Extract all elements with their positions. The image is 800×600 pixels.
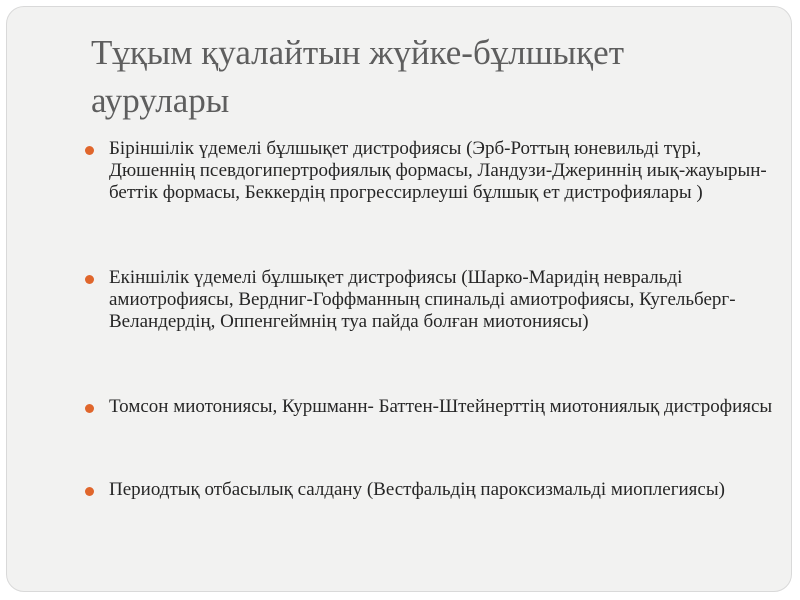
slide-title: Тұқым қуалайтын жүйке-бұлшықет аурулары <box>91 33 625 120</box>
list-item <box>85 396 775 418</box>
list-item-text: Екіншілік үдемелі бұлшықет дистрофиясы (Шарко-Маридің невральді амиотрофиясы, Вердниг-Гоффманның спинальді амиотрофиясы, Кугельберг-Веландердің, Оппенгеймнің туа пайда болған миотониясы) <box>109 267 736 332</box>
list-item-text: Томсон миотониясы, Куршманн- Баттен-Штейнерттің миотониялық дистрофиясы <box>109 396 773 417</box>
list-item <box>85 138 775 204</box>
list-item <box>85 479 775 501</box>
bullet-dot-icon <box>85 487 94 496</box>
bullet-dot-icon <box>85 404 94 413</box>
list-item <box>85 267 775 333</box>
list-item-text: Біріншілік үдемелі бұлшықет дистрофиясы (Эрб-Роттың юневильді түрі, Дюшеннің псевдогипертрофиялық формасы, Ландузи-Джериннің иық-жауырын-беттік формасы, Беккердің прогрессирлеуші бұлшық ет дистрофиялары ) <box>109 138 767 203</box>
slide <box>6 6 792 592</box>
bullet-dot-icon <box>85 146 94 155</box>
bullet-dot-icon <box>85 275 94 284</box>
list-item-text: Периодтық отбасылық салдану (Вестфальдің пароксизмальді миоплегиясы) <box>109 479 725 500</box>
